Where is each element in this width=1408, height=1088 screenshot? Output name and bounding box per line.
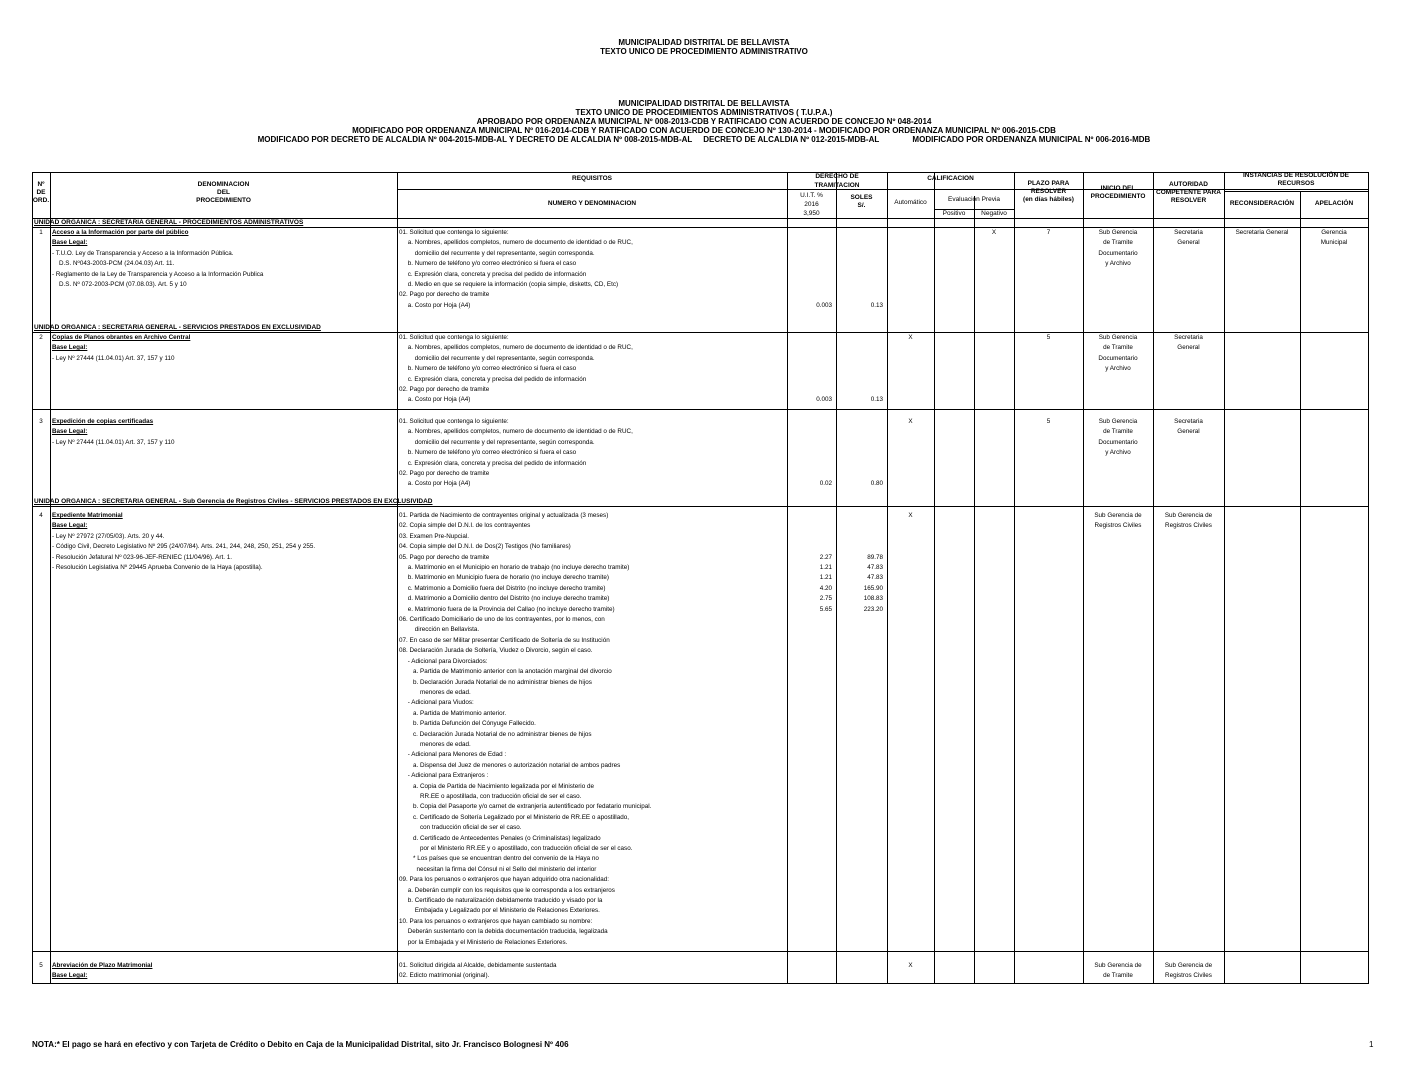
col-line: [887, 172, 888, 984]
cell-aut: Secretaria General: [1174, 418, 1203, 436]
col-line: [50, 172, 51, 984]
unit-organica-label: UNIDAD ORGANICA : SECRETARIA GENERAL - Sub Gerencia de Registros Civiles - SERVICIOS PRESTADOS EN EXCLUSIVIDAD: [34, 498, 433, 505]
cell-num: 5: [39, 962, 43, 969]
row-divider: [32, 951, 1369, 952]
cell-auto: X: [908, 512, 913, 519]
col-line: [1014, 172, 1015, 984]
cell-num: 1: [39, 229, 43, 236]
cell-soles: 0.80: [870, 480, 883, 488]
unit-divider: [32, 332, 1369, 333]
cell-denom: Expediente Matrimonial Base Legal: - Ley Nº 27972 (27/05/03). Arts. 20 y 44. - Código Civil, Decreto Legislativo Nº 295 (24/07/84). Arts. 241, 244, 248, 250, 251, 254 y 255. - Resolución Jefatural Nº 023-96-JEF-RENIEC (11/04/96). Art. 1. - Resolución Legislativa Nº 29445 Aprueba Convenio de la Haya (apostilla).: [52, 512, 316, 572]
cell-req: 01. Solicitud que contenga lo siguiente: a. Nombres, apellidos completos, numero de documento de identidad o de RUC, domicilio del recurrente y del representante, según corresponda. b. Numero de teléfono y/o correo electrónico si fuera el caso c. Expresión clara, concreta y precisa del pedido de información 02. Pago por derecho de tramite a. Costo por Hoja (A4): [399, 334, 633, 404]
header-calificacion: CALIFICACION: [927, 175, 974, 182]
page-number: 1: [1369, 1040, 1374, 1049]
header-inicio: INICIO DEL PROCEDIMIENTO: [1090, 185, 1146, 200]
cell-denom: Expedición de copias certificadas Base Legal: - Ley Nº 27444 (11.04.01) Art. 37, 157 y 110: [52, 418, 175, 446]
cell-req: 01. Solicitud que contenga lo siguiente: a. Nombres, apellidos completos, numero de documento de identidad o de RUC, domicilio del recurrente y del representante, según corresponda. b. Numero de teléfono y/o correo electrónico si fuera el caso c. Expresión clara, concreta y precisa del pedido de información d. Medio en que se requiere la información (copia simple, disketts, CD, Etc) 02. Pago por derecho de tramite a. Costo por Hoja (A4): [399, 229, 633, 309]
cell-aut: Secretaria General: [1174, 334, 1203, 352]
footer-note: NOTA:* El pago se hará en efectivo y con Tarjeta de Crédito o Debito en Caja de la Municipalidad Distrital, sito Jr. Francisco Bolognesi Nº 406: [32, 1040, 569, 1049]
cell-soles: 89.78 47.83 47.83 165.90 108.83 223.20: [863, 553, 883, 613]
col-line: [1300, 191, 1301, 984]
header-automatico: Automático: [894, 199, 927, 206]
col-line: [1224, 172, 1225, 984]
header-reconsideracion: RECONSIDERACIÓN: [1229, 200, 1295, 207]
cell-auto: X: [908, 962, 913, 969]
cell-denom: Abreviación de Plazo Matrimonial Base Legal:: [52, 962, 153, 980]
header-instancias: INSTANCIAS DE RESOLUCIÓN DE RECURSOS: [1242, 172, 1350, 187]
header-divider: [1224, 191, 1368, 192]
col-line: [397, 172, 398, 984]
cell-auto: X: [908, 334, 913, 341]
cell-plazo: 7: [1046, 229, 1051, 236]
tupa-table: [32, 172, 1369, 984]
col-line: [1153, 172, 1154, 984]
doc-subtitle: TEXTO UNICO DE PROCEDIMIENTOS ADMINISTRATIVOS ( T.U.P.A.): [575, 108, 833, 117]
cell-inicio: Sub Gerencia de Registros Civiles: [1094, 512, 1142, 530]
cell-neg: X: [991, 229, 997, 236]
header-plazo: PLAZO PARA RESOLVER (en días hábiles): [1023, 180, 1074, 203]
doc-approval-line: APROBADO POR ORDENANZA MUNICIPAL Nº 008-2013-CDB Y RATIFICADO CON ACUERDO DE CONCEJO Nº 048-2014: [476, 117, 932, 126]
cell-req: 01. Partida de Nacimiento de contrayentes original y actualizada (3 meses) 02. Copia simple del D.N.I. de los contrayentes 03. Examen Pre-Nupcial. 04. Copia simple del D.N.I. de Dos(2) Testigos (No familiares) 05. Pago por derecho de tramite a. Matrimonio en el Municipio en horario de trabajo (no incluye derecho tramite) b. Matrimonio en Municipio fuera de horario (no incluye derecho tramite) c. Matrimonio a Domicilio fuera del Distrito (no incluye derecho tramite) d. Matrimonio a Domicilio dentro del Distrito (no incluye derecho tramite) e. Matrimonio fuera de la Provincia del Callao (no incluye derecho tramite) 06. Certificado Domiciliario de uno de los contrayentes, por lo menos, con dirección en Bellavista. 07. En caso de ser Militar presentar Certificado de Soltería de su Institución 08. Declaración Jurada de Soltería, Viudez o Divorcio, según el caso. - Adicional para Divorciados: a. Partida de Matrimonio anterior con la anotación marginal del divorcio b. Declaración Jurada Notarial de no administrar bienes de hijos menores de edad. - Adicional para Viudos: a. Partida de Matrimonio anterior. b. Partida Defunción del Cónyuge Fallecido. c. Declaración Jurada Notarial de no administrar bienes de hijos menores de edad. - Adicional para Menores de Edad : a. Dispensa del Juez de menores o autorización notarial de ambos padres - Adicional para Extranjeros : a. Copia de Partida de Nacimiento legalizada por el Ministerio de RR.EE o apostillada, con traducción oficial de ser el caso. b. Copia del Pasaporte y/o carnet de extranjería autentificado por fedatario municipal. c. Certificado de Soltería Legalizado por el Ministerio de RR.EE o apostillado, con traducción oficial de ser el caso. d. Certificado de Antecedentes Penales (o Criminalistas) legalizado por el Ministerio RR.EE y o apostillado, con traducción oficial de ser el caso. * Los países que se encuentran dentro del convenio de la Haya no necesitan la firma del Cónsul ni el Sello del ministerio del interior 09. Para los peruanos o extranjeros que hayan adquirido otra nacionalidad: a. Deberán cumplir con los requisitos que le corresponda a los extranjeros b. Certificado de naturalización debidamente traducido y visado por la Embajada y Legalizado por el Ministerio de Relaciones Exteriores. 10. Para los peruanos o extranjeros que hayan cambiado su nombre: Deberán sustentarlo con la debida documentación traducida, legalizada por la Embajada y el Ministerio de Relaciones Exteriores.: [399, 512, 652, 946]
page-header: [0, 38, 1408, 56]
header-autoridad: AUTORIDAD COMPETENTE PARA RESOLVER: [1156, 181, 1221, 204]
col-line: [934, 172, 935, 984]
header-requisitos: REQUISITOS: [572, 175, 612, 182]
cell-plazo: 5: [1046, 418, 1051, 425]
col-line: [1083, 172, 1084, 984]
page-header-line1: MUNICIPALIDAD DISTRITAL DE BELLAVISTA: [618, 38, 790, 47]
cell-auto: X: [908, 418, 913, 425]
col-line: [32, 172, 33, 984]
document-header: [0, 99, 1408, 144]
cell-inicio: Sub Gerencia de Tramite Documentario y Archivo: [1098, 418, 1138, 457]
cell-num: 2: [39, 334, 43, 341]
cell-apel: Gerencia Municipal: [1320, 229, 1348, 247]
row-divider: [32, 409, 1369, 410]
page-header-line2: TEXTO UNICO DE PROCEDIMIENTO ADMINISTRATIVO: [600, 47, 808, 56]
cell-plazo: 5: [1046, 334, 1051, 341]
header-evaluacion-previa: Evaluación Previa: [947, 196, 1001, 203]
table-border-top: [32, 172, 1369, 173]
header-num: Nº DE ORD.: [32, 181, 50, 204]
cell-num: 4: [39, 512, 43, 519]
unit-divider: [32, 506, 1369, 507]
unit-organica-label: UNIDAD ORGANICA : SECRETARIA GENERAL - SERVICIOS PRESTADOS EN EXCLUSIVIDAD: [34, 324, 321, 331]
header-apelacion: APELACIÓN: [1314, 200, 1354, 207]
table-border-bottom: [32, 983, 1369, 984]
cell-req: 01. Solicitud dirigida al Alcalde, debidamente sustentada 02. Edicto matrimonial (original).: [399, 962, 557, 980]
cell-uit: 0.02: [819, 480, 832, 488]
doc-modification-line1: MODIFICADO POR ORDENANZA MUNICIPAL Nº 016-2014-CDB Y RATIFICADO CON ACUERDO DE CONCEJO Nº 130-2014 - MODIFICADO POR ORDENANZA MUNICIPAL Nº 006-2015-CDB: [352, 126, 1056, 135]
header-derecho: DERECHO DE TRAMITACION: [814, 173, 860, 189]
col-line: [1368, 172, 1369, 984]
cell-soles: 0.13: [870, 301, 883, 309]
header-uit: U.I.T. % 2016 3,950: [800, 192, 823, 217]
unit-divider: [32, 227, 1369, 228]
cell-recon: Secretaria General: [1235, 229, 1289, 236]
doc-modification-line2: MODIFICADO POR DECRETO DE ALCALDIA Nº 004-2015-MDB-AL Y DECRETO DE ALCALDIA Nº 008-2015-MDB-AL DECRETO DE ALCALDIA Nº 012-2015-MDB-AL MODIFICADO POR ORDENANZA MUNICIPAL Nº 006-2016-MDB: [257, 135, 1151, 144]
cell-uit: 2.27 1.21 1.21 4.20 2.75 5.65: [819, 553, 832, 613]
cell-aut: Sub Gerencia de Registros Civiles: [1164, 512, 1213, 530]
cell-soles: 0.13: [870, 396, 883, 404]
cell-denom: Acceso a la Información por parte del público Base Legal: - T.U.O. Ley de Transparencia y Acceso a la Información Pública. D.S. Nº043-2003-PCM (24.04.03) Art. 11. - Reglamento de la Ley de Transparencia y Acceso a la Información Publica D.S. Nº 072-2003-PCM (07.08.03). Art. 5 y 10: [52, 229, 264, 289]
cell-uit: 0.003: [816, 301, 832, 309]
cell-denom: Copias de Planos obrantes en Archivo Central Base Legal: - Ley Nº 27444 (11.04.01) Art. 37, 157 y 110: [52, 334, 191, 362]
header-positivo: Positivo: [942, 210, 966, 217]
cell-req: 01. Solicitud que contenga lo siguiente: a. Nombres, apellidos completos, numero de documento de identidad o de RUC, domicilio del recurrente y del representante, según corresponda. b. Numero de teléfono y/o correo electrónico si fuera el caso c. Expresión clara, concreta y precisa del pedido de información 02. Pago por derecho de tramite a. Costo por Hoja (A4): [399, 418, 633, 488]
cell-inicio: Sub Gerencia de Tramite Documentario y Archivo: [1098, 334, 1138, 373]
unit-organica-label: UNIDAD ORGANICA : SECRETARIA GENERAL - PROCEDIMIENTOS ADMINISTRATIVOS: [34, 219, 304, 226]
header-soles: SOLES S/.: [850, 194, 873, 209]
cell-uit: 0.003: [816, 396, 832, 404]
cell-num: 3: [39, 418, 43, 425]
cell-inicio: Sub Gerencia de Tramite Documentario y Archivo: [1098, 229, 1138, 268]
cell-aut: Secretaria General: [1174, 229, 1203, 247]
header-numero-denominacion: NUMERO Y DENOMINACION: [547, 200, 637, 207]
cell-aut: Sub Gerencia de Registros Civiles: [1164, 962, 1213, 980]
header-denominacion: DENOMINACION DEL PROCEDIMIENTO: [196, 181, 251, 204]
doc-title: MUNICIPALIDAD DISTRITAL DE BELLAVISTA: [618, 99, 790, 108]
cell-inicio: Sub Gerencia de de Tramite: [1094, 962, 1142, 980]
col-line: [974, 196, 975, 984]
header-negativo: Negativo: [981, 210, 1007, 217]
